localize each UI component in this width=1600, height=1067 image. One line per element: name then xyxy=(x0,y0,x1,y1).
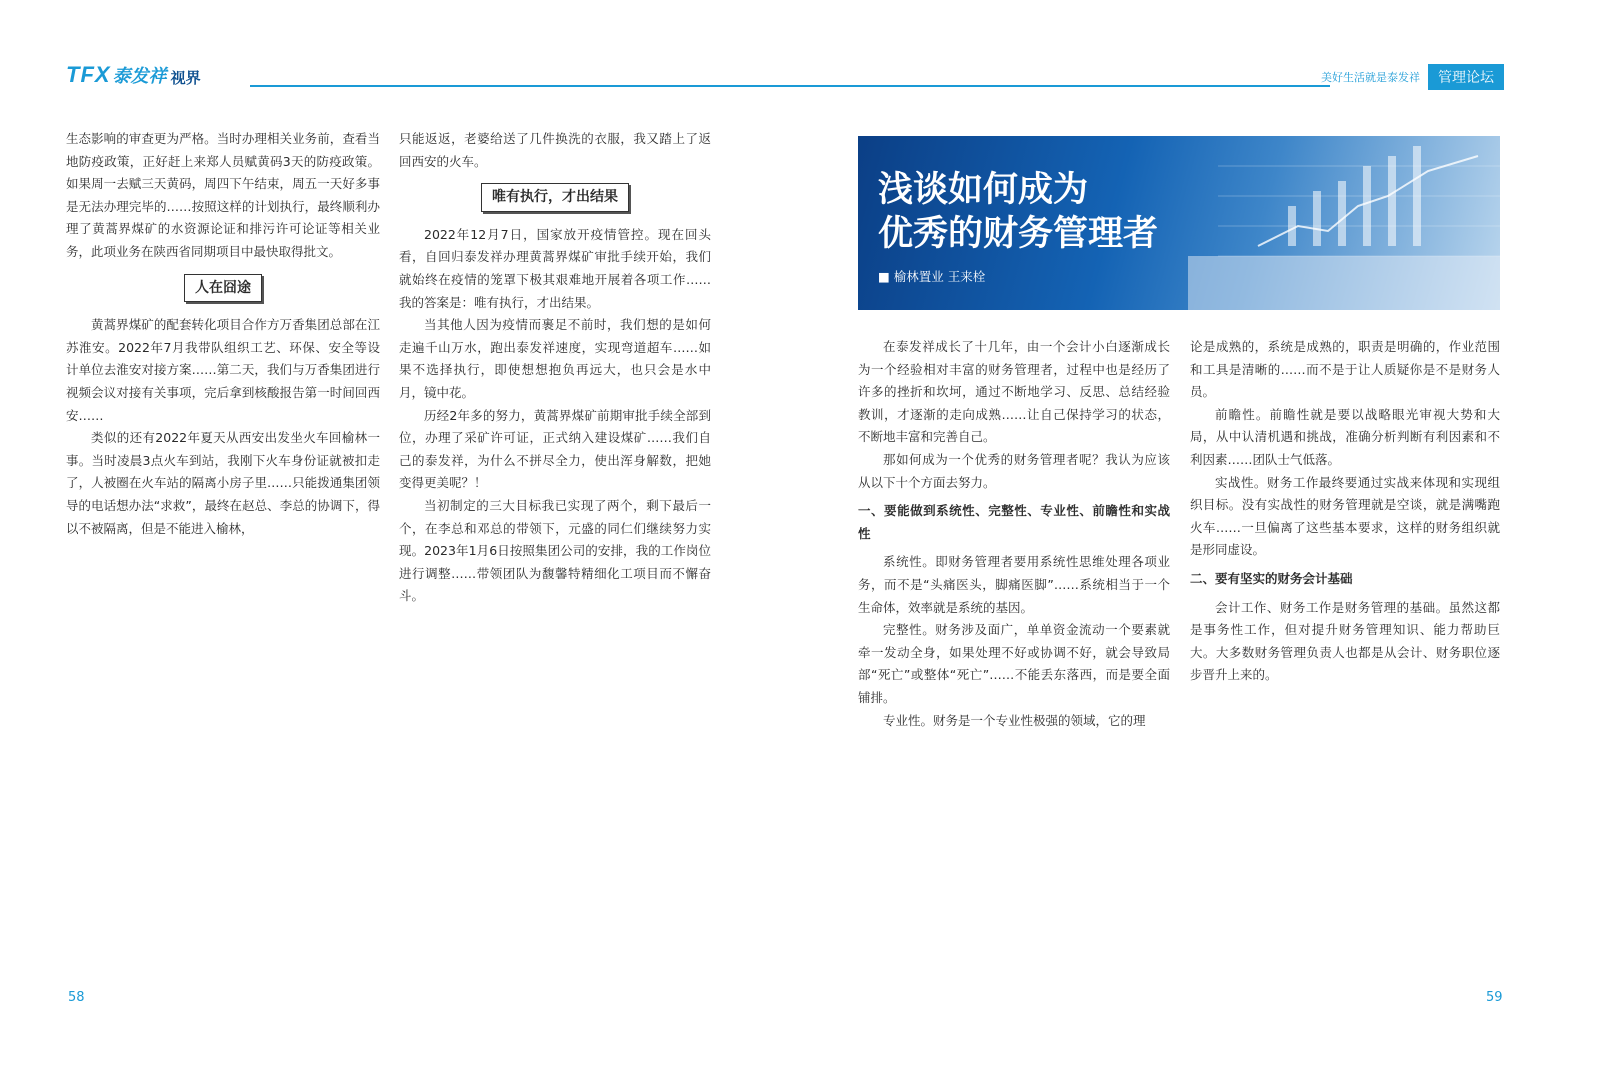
article-title-line-2: 优秀的财务管理者 xyxy=(878,214,1159,254)
body-paragraph: 当其他人因为疫情而裹足不前时，我们想的是如何走遍千山万水，跑出泰发祥速度，实现弯道超车……如果不选择执行，即使想想抱负再远大，也只会是水中月，镜中花。 xyxy=(399,317,711,400)
body-paragraph: 那如何成为一个优秀的财务管理者呢？我认为应该从以下十个方面去努力。 xyxy=(858,451,1170,490)
section-heading: 一、要能做到系统性、完整性、专业性、前瞻性和实战性 xyxy=(858,503,1170,541)
body-paragraph: 在泰发祥成长了十几年，由一个会计小白逐渐成长为一个经验相对丰富的财务管理者，过程中也是经历了许多的挫折和坎坷，通过不断地学习、反思、总结经验教训，才逐渐的走向成熟……让自己保持学习的状态，不断地丰富和完善自己。 xyxy=(858,339,1170,445)
page-number-right: 59 xyxy=(1486,990,1503,1005)
body-paragraph: 黄蒿界煤矿的配套转化项目合作方万香集团总部在江苏淮安。2022年7月我带队组织工艺、环保、安全等设计单位去淮安对接方案……第二天，我们与万香集团进行视频会议对接有关事项，完后拿到核酸报告第一时间回西安…… xyxy=(66,317,380,423)
body-paragraph: 专业性。财务是一个专业性极强的领域，它的理 xyxy=(883,712,1146,728)
left-page-column-1 xyxy=(66,128,380,540)
subheading-box xyxy=(399,183,711,212)
left-page-column-2 xyxy=(399,128,711,608)
logo-shijie: 视界 xyxy=(170,69,201,87)
body-paragraph: 论是成熟的，系统是成熟的，职责是明确的，作业范围和工具是清晰的……而不是于让人质疑你是不是财务人员。 xyxy=(1190,339,1500,400)
body-paragraph: 历经2年多的努力，黄蒿界煤矿前期审批手续全部到位，办理了采矿许可证，正式纳入建设煤矿……我们自己的泰发祥，为什么不拼尽全力，使出浑身解数，把她变得更美呢？！ xyxy=(399,407,711,491)
subheading-box xyxy=(66,274,380,303)
article-title xyxy=(878,168,1158,256)
logo-tfx: TFX xyxy=(66,62,111,87)
body-paragraph: 2022年12月7日，国家放开疫情管控。现在回头看，自回归泰发祥办理黄蒿界煤矿审批手续开始，我们就始终在疫情的笼罩下极其艰难地开展着各项工作……我的答案是：唯有执行，才出结果。 xyxy=(399,226,711,310)
page-number-left: 58 xyxy=(68,990,85,1005)
body-paragraph: 实战性。财务工作最终要通过实战来体现和实现组织目标。没有实战性的财务管理就是空谈，就是满嘴跑火车……一旦偏离了这些基本要求，这样的财务组织就是形同虚设。 xyxy=(1190,474,1500,558)
magazine-logo xyxy=(66,64,201,88)
article-title-line-1: 浅谈如何成为 xyxy=(878,170,1089,210)
header-divider xyxy=(250,85,1330,87)
body-paragraph: 类似的还有2022年夏天从西安出发坐火车回榆林一事。当时凌晨3点火车到站，我刚下火车身份证就被扣走了，人被圈在火车站的隔离小房子里……只能拨通集团领导的电话想办法“求救”，最终在赵总、李总的协调下，得以不被隔离，但是不能进入榆林， xyxy=(66,430,380,536)
section-tag: 管理论坛 xyxy=(1428,64,1504,90)
article-hero-banner xyxy=(858,136,1500,310)
body-paragraph: 前瞻性。前瞻性就是要以战略眼光审视大势和大局，从中认清机遇和挑战，准确分析判断有利因素和不利因素……团队士气低落。 xyxy=(1190,406,1500,467)
section-heading: 二、要有坚实的财务会计基础 xyxy=(1190,570,1353,586)
subheading: 人在囧途 xyxy=(184,274,262,303)
subheading: 唯有执行，才出结果 xyxy=(481,183,629,212)
body-paragraph: 只能返返，老婆给送了几件换洗的衣服，我又踏上了返回西安的火车。 xyxy=(399,131,711,169)
body-paragraph: 生态影响的审查更为严格。当时办理相关业务前，查看当地防疫政策，正好赶上来郑人员赋黄码3天的防疫政策。如果周一去赋三天黄码，周四下午结束，周五一天好多事是无法办理完毕的……按照这样的计划执行，最终顺利办理了黄蒿界煤矿的水资源论证和排污许可论证等相关业务，此项业务在陕西省同期项目中最快取得批文。 xyxy=(66,131,380,259)
logo-brand: 泰发祥 xyxy=(112,66,167,87)
right-page-column-1 xyxy=(858,336,1170,732)
body-paragraph: 当初制定的三大目标我已实现了两个，剩下最后一个，在李总和邓总的带领下，元盛的同仁们继续努力实现。2023年1月6日按照集团公司的安排，我的工作岗位进行调整……带领团队为馥馨特精细化工项目而不懈奋斗。 xyxy=(399,497,711,604)
article-author: ■ 榆林置业 王来栓 xyxy=(878,269,986,284)
right-page-column-2 xyxy=(1190,336,1500,687)
header-slogan: 美好生活就是泰发祥 xyxy=(1321,71,1420,84)
body-paragraph: 完整性。财务涉及面广，单单资金流动一个要素就牵一发动全身，如果处理不好或协调不好，就会导致局部“死亡”或整体“死亡”……不能丢东落西，而是要全面铺排。 xyxy=(858,622,1170,705)
body-paragraph: 会计工作、财务工作是财务管理的基础。虽然这都是事务性工作，但对提升财务管理知识、能力帮助巨大。大多数财务管理负责人也都是从会计、财务职位逐步晋升上来的。 xyxy=(1190,599,1500,683)
header-right xyxy=(1321,64,1504,90)
body-paragraph: 系统性。即财务管理者要用系统性思维处理各项业务，而不是“头痛医头，脚痛医脚”……系统相当于一个生命体，效率就是系统的基因。 xyxy=(858,554,1170,615)
